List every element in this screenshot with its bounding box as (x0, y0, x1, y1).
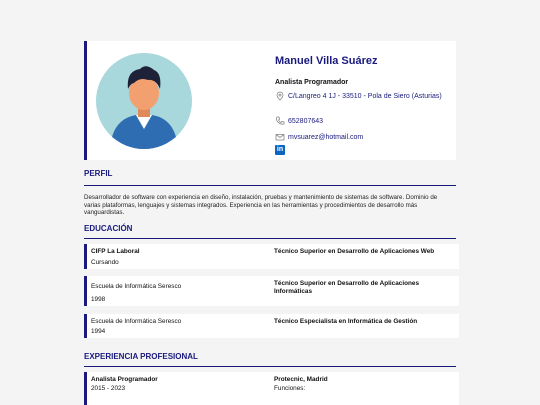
degree: Técnico Superior en Desarrollo de Aplicaciones Web (274, 248, 435, 255)
education-year: 1994 (91, 328, 106, 335)
address-row (275, 91, 455, 111)
section-title-educacion: EDUCACIÓN (84, 224, 133, 233)
section-divider (84, 366, 456, 367)
company: Protecnic, Madrid (274, 376, 328, 383)
cv-page (84, 41, 456, 405)
candidate-name: Manuel Villa Suárez (275, 55, 378, 67)
institution: Escuela de Informática Seresco (91, 318, 182, 325)
education-entry (84, 276, 459, 306)
profile-summary: Desarrollador de software con experiencia en diseño, instalación, pruebas y mantenimiento de sistemas de software. Dominio de varias plataformas, lenguajes y sistemas integrados. Experiencia en las herramientas y procedimientos de desarrollo más vanguardistas. (84, 194, 438, 217)
job-position: Analista Programador (91, 376, 158, 383)
address-text: C/Langreo 4 1J - 33510 - Pola de Siero (Asturias) (288, 93, 442, 100)
job-period: 2015 - 2023 (91, 385, 126, 392)
functions-label: Funciones: (274, 385, 306, 392)
email-link[interactable]: mvsuarez@hotmail.com (288, 134, 364, 141)
linkedin-icon[interactable]: in (276, 146, 284, 153)
section-divider (84, 238, 456, 239)
section-divider (84, 185, 456, 186)
education-status: Cursando (91, 259, 119, 266)
phone-icon (275, 116, 285, 126)
institution: CIFP La Laboral (91, 248, 140, 255)
mail-icon (275, 132, 285, 142)
avatar (96, 53, 192, 149)
education-entry (84, 244, 459, 269)
education-year: 1998 (91, 296, 106, 303)
phone-link[interactable]: 652807643 (288, 118, 324, 125)
institution: Escuela de Informática Seresco (91, 283, 182, 290)
profile-header (84, 41, 456, 160)
map-pin-icon (275, 91, 285, 101)
section-title-perfil: PERFIL (84, 169, 113, 178)
education-entry (84, 314, 459, 338)
section-title-experiencia: EXPERIENCIA PROFESIONAL (84, 352, 198, 361)
job-title: Analista Programador (275, 79, 349, 86)
degree: Técnico Especialista en Informática de Gestión (274, 318, 418, 325)
degree: Técnico Superior en Desarrollo de Aplicaciones Informáticas (274, 280, 420, 295)
experience-entry (84, 372, 459, 405)
